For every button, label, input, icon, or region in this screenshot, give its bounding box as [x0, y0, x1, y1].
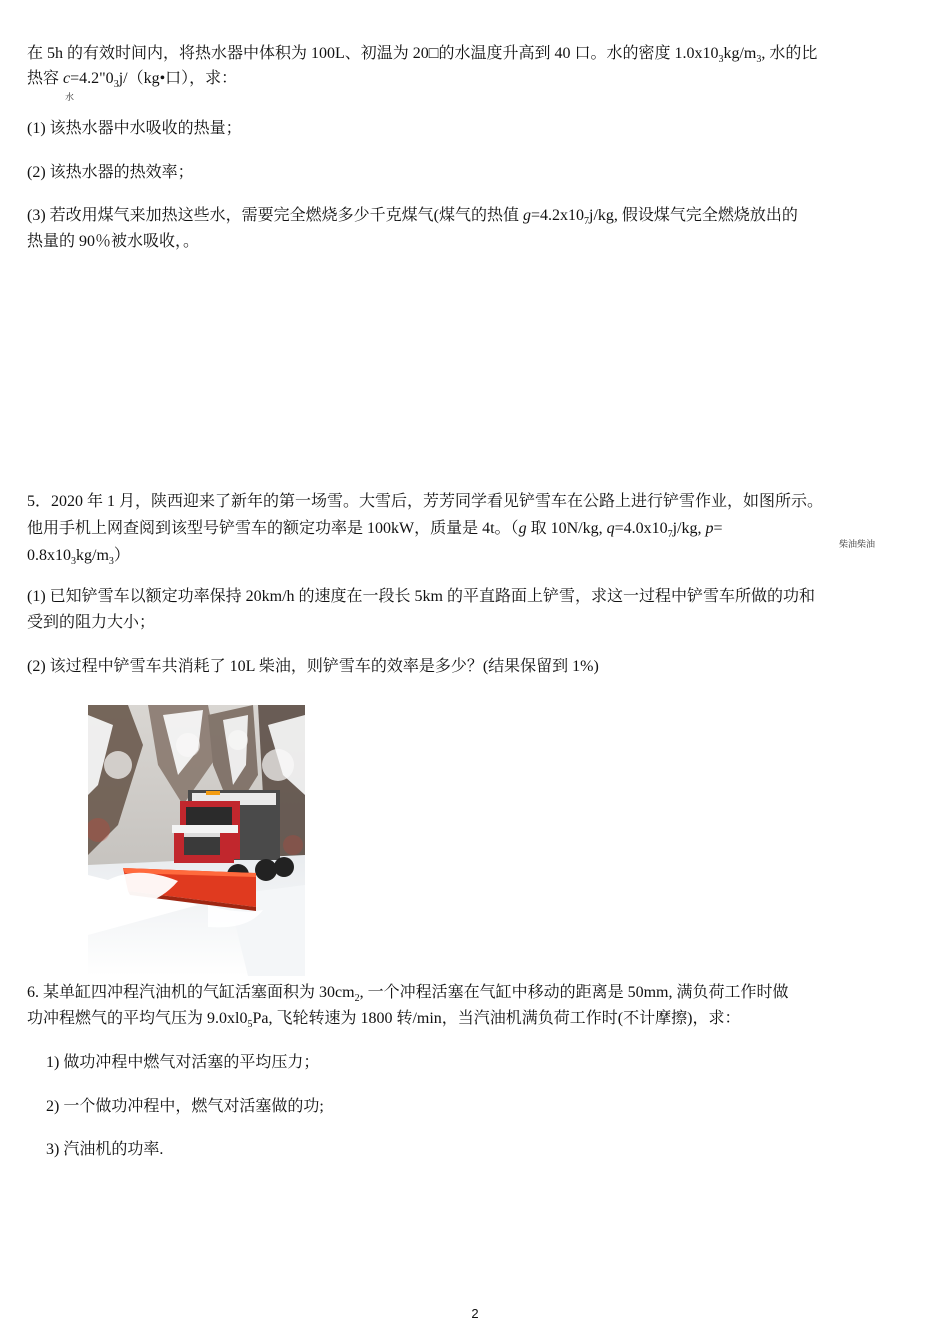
q4-part3: (3) 若改用煤气来加热这些水，需要完全燃烧多少千克煤气(煤气的热值 $g=4.2x10_7j/kg$, 假设煤气完全燃烧放出的 [27, 207, 798, 228]
q4-intro-line2: 热容 $c=4.2"0_3j/(kg•$口），求： [27, 70, 238, 91]
q6-part3: 3) 汽油机的功率. [46, 1141, 164, 1158]
q5-line3: $0.8x10_3kg/m_3$） [27, 547, 130, 568]
q6-part2: 2) 一个做功冲程中，燃气对活塞做的功; [46, 1098, 324, 1115]
q5-part2: (2) 该过程中铲雪车共消耗了 10L 柴油，则铲雪车的效率是多少？(结果保留到 1%) [27, 658, 599, 675]
q4-part3-line2: 热量的 90％被水吸收，。 [27, 233, 200, 250]
q5-subscript-diesel: 柴油柴油 [839, 539, 876, 549]
q6-line1: 6. 某单缸四冲程汽油机的气缸活塞面积为 $30cm_2$, 一个冲程活塞在气缸中移动的距离是 50mm, 满负荷工作时做 [27, 984, 789, 1005]
q5-part1: (1) 已知铲雪车以额定功率保持 20km/h 的速度在一段长 5km 的平直路面上铲雪，求这一过程中铲雪车所做的功和 [27, 588, 815, 605]
q4-subscript-water: 水 [65, 92, 75, 102]
snowplow-photo [88, 705, 305, 976]
page-number: 2 [471, 1306, 479, 1321]
q5-part1-line2: 受到的阻力大小； [27, 614, 156, 631]
q4-part1: (1) 该热水器中水吸收的热量； [27, 120, 242, 137]
q6-line2: 功冲程燃气的平均气压为 $9.0xl0_5Pa$, 飞轮转速为 1800 转/min，当汽油机满负荷工作时(不计摩擦)，求： [27, 1010, 741, 1031]
q5-line1: 5．2020 年 1 月，陕西迎来了新年的第一场雪。大雪后，芳芳同学看见铲雪车在公路上进行铲雪作业，如图所示。 [27, 493, 824, 510]
q4-part2: (2) 该热水器的热效率； [27, 164, 194, 181]
q6-part1: 1) 做功冲程中燃气对活塞的平均压力； [46, 1054, 320, 1071]
q4-intro: 在 5h 的有效时间内，将热水器中体积为 100L、初温为 20□的水温度升高到 40 口。水的密度 $1.0x10_3kg/m_3$, 水的比 [27, 45, 818, 66]
q5-line2: 他用手机上网查阅到该型号铲雪车的额定功率是 100kW，质量是 4t。（g 取 10N/kg, $q=4.0x10_7j/kg$, p= [27, 520, 723, 541]
snowplow-illustration [88, 705, 305, 976]
